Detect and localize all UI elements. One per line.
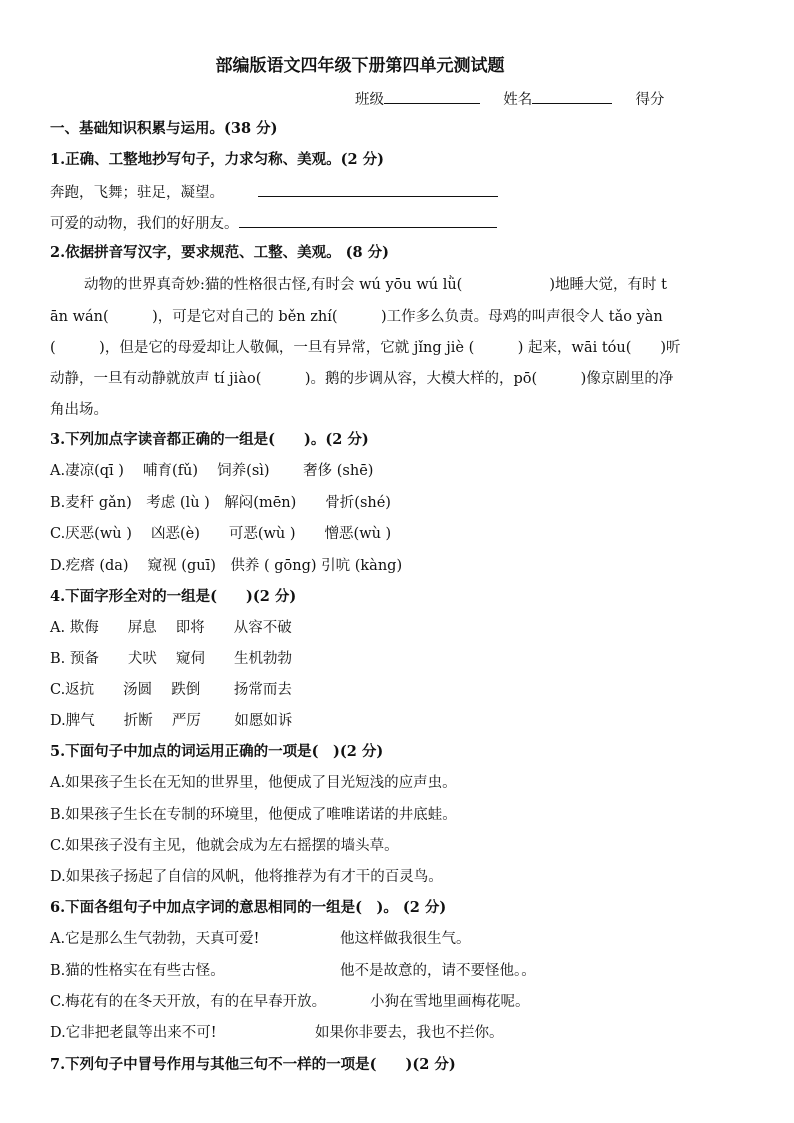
q2-passage-line-1: 动物的世界真奇妙:猫的性格很古怪,有时会 wú yōu wú lǜ( )地睡大觉，有时 t [84,277,667,293]
q3-option-a[interactable]: A.凄凉(qī ) 哺育(fǔ) 饲养(sì) 奢侈 (shē) [50,463,374,479]
q4-option-a[interactable]: A. 欺侮 屏息 即将 从容不破 [50,620,292,636]
q4-option-b[interactable]: B. 预备 犬吠 窥伺 生机勃勃 [50,651,292,667]
q2-passage-line-3: ( )，但是它的母爱却让人敬佩，一旦有异常，它就 jǐng jiè ( ) 起来，wāi tóu( )听 [50,340,681,356]
q4-option-d[interactable]: D.脾气 折断 严厉 如愿如诉 [50,713,293,729]
q2-passage-line-5: 角出场。 [50,402,108,418]
q6-c-sentence-1: C.梅花有的在冬天开放，有的在早春开放。 [50,994,327,1010]
q6-option-b[interactable] [50,961,225,981]
q6-d-sentence-2: 如果你非要去，我也不拦你。 [315,1025,504,1041]
q6-c-sentence-2: 小狗在雪地里画梅花呢。 [370,994,530,1010]
student-info [355,88,664,109]
q6-option-c[interactable] [50,992,326,1012]
q6-title: 6.下面各组句子中加点字词的意思相同的一组是( )。 (2 分) [50,899,447,916]
q6-option-a[interactable] [50,929,259,949]
q1-sentence-1-text: 奔跑，飞舞；驻足，凝望。 [50,185,224,201]
q7-title: 7.下列句子中冒号作用与其他三句不一样的一项是( )(2 分) [50,1056,456,1073]
q6-option-d[interactable] [50,1023,217,1043]
class-blank[interactable] [384,88,480,104]
q1-copy-blank-1[interactable] [258,181,498,197]
q2-passage-line-2: ān wán( )，可是它对自己的 běn zhí( )工作多么负责。母鸡的叫声很令人 tǎo yàn [50,309,663,325]
page-title: 部编版语文四年级下册第四单元测试题 [215,56,505,76]
q3-title: 3.下列加点字读音都正确的一组是( )。(2 分) [50,431,369,448]
q1-sentence-2-text: 可爱的动物，我们的好朋友。 [50,216,239,232]
q5-option-d[interactable]: D.如果孩子扬起了自信的风帆，他将推荐为有才干的百灵鸟。 [50,869,443,885]
q6-d-sentence-1: D.它非把老鼠等出来不可! [50,1025,217,1041]
q1-copy-blank-2[interactable] [239,212,497,228]
class-label: 班级 [355,92,384,108]
q6-a-sentence-2: 他这样做我很生气。 [340,931,471,947]
q2-title: 2.依据拼音写汉字，要求规范、工整、美观。 (8 分) [50,244,390,261]
name-label: 姓名 [503,92,533,108]
section-1-heading: 一、基础知识积累与运用。(38 分) [50,120,278,137]
q5-option-a[interactable]: A.如果孩子生长在无知的世界里，他便成了目光短浅的应声虫。 [50,775,457,791]
q3-option-d[interactable]: D.疙瘩 (da) 窥视 (guī) 供养 ( gōng) 引吭 (kàng) [50,558,403,574]
q6-b-sentence-1: B.猫的性格实在有些古怪。 [50,963,225,979]
score-label: 得分 [635,92,665,108]
q5-title: 5.下面句子中加点的词运用正确的一项是( )(2 分) [50,743,384,760]
name-blank[interactable] [532,88,612,104]
q5-option-c[interactable]: C.如果孩子没有主见，他就会成为左右摇摆的墙头草。 [50,838,399,854]
q6-b-sentence-2: 他不是故意的，请不要怪他。。 [340,963,536,979]
q6-a-sentence-1: A.它是那么生气勃勃，天真可爱! [50,931,260,947]
q3-option-b[interactable]: B.麦秆 gǎn) 考虑 (lù ) 解闷(mēn) 骨折(shé) [50,495,391,511]
q3-option-c[interactable]: C.厌恶(wù ) 凶恶(è) 可恶(wù ) 憎恶(wù ) [50,526,392,542]
q1-sentence-2 [50,212,497,234]
q1-sentence-1 [50,181,498,203]
q2-passage-line-4: 动静，一旦有动静就放声 tí jiào( )。鹅的步调从容，大模大样的，pō( )像京剧里的净 [50,371,674,387]
q4-title: 4.下面字形全对的一组是( )(2 分) [50,588,297,605]
q4-option-c[interactable]: C.返抗 汤圆 跌倒 扬常而去 [50,682,292,698]
q1-title: 1.正确、工整地抄写句子，力求匀称、美观。(2 分) [50,151,384,168]
q5-option-b[interactable]: B.如果孩子生长在专制的环境里，他便成了唯唯诺诺的井底蛙。 [50,807,457,823]
